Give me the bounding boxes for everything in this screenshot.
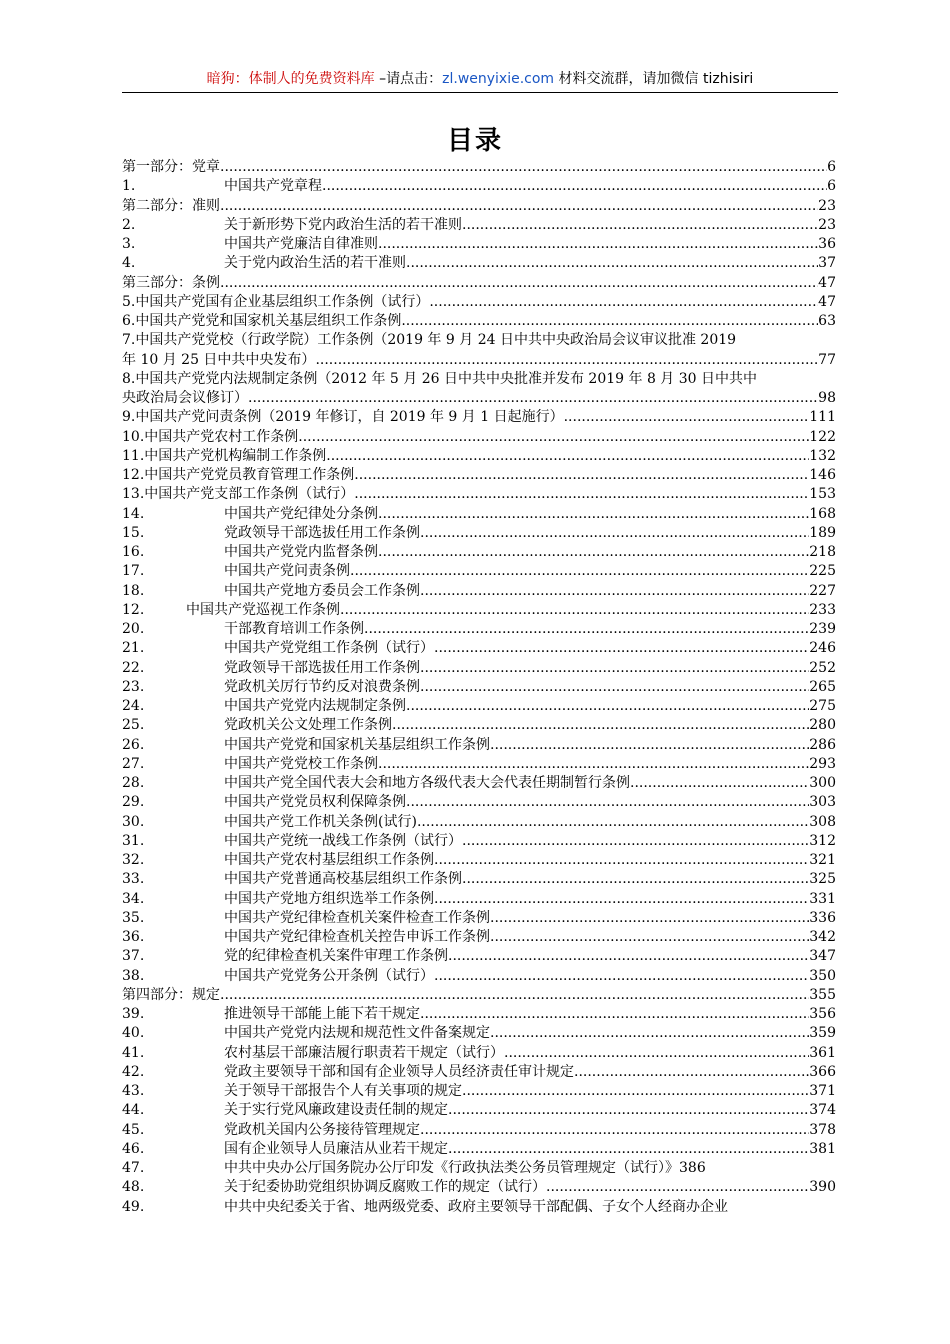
toc-entry-number: 39. bbox=[122, 1006, 145, 1022]
toc-entry-number: 25. bbox=[122, 717, 145, 734]
toc-entry-title: 中国共产党统一战线工作条例（试行） bbox=[224, 832, 462, 849]
toc-leader-dots bbox=[420, 678, 809, 697]
toc-page-number: 371 bbox=[809, 1083, 836, 1099]
toc-entry[interactable] bbox=[122, 813, 836, 832]
toc-entry-title: 中国共产党地方委员会工作条例 bbox=[224, 582, 420, 599]
toc-leader-dots bbox=[406, 697, 809, 716]
toc-entry-number: 3. bbox=[122, 236, 136, 252]
toc-page-number: 280 bbox=[809, 717, 836, 734]
toc-leader-dots bbox=[378, 505, 809, 524]
toc-entry[interactable] bbox=[122, 947, 836, 966]
toc-entry-title: 关于党内政治生活的若干准则 bbox=[224, 255, 406, 272]
toc-entry-title: 中共中央办公厅国务院办公厅印发《行政执法类公务员管理规定（试行）》 bbox=[224, 1160, 679, 1176]
toc-entry[interactable] bbox=[122, 1121, 836, 1140]
toc-leader-dots bbox=[420, 582, 809, 601]
toc-leader-dots bbox=[429, 293, 818, 312]
toc-page-number: 265 bbox=[809, 678, 836, 695]
toc-entry-number: 28. bbox=[122, 775, 145, 791]
toc-leader-dots bbox=[364, 620, 809, 639]
toc-entry-title: 农村基层干部廉洁履行职责若干规定（试行） bbox=[224, 1044, 504, 1061]
toc-entry[interactable] bbox=[122, 678, 836, 697]
toc-entry-title: 中国共产党机构编制工作条例 bbox=[144, 447, 327, 464]
toc-entry-number: 43. bbox=[122, 1083, 145, 1099]
toc-leader-dots bbox=[574, 1063, 809, 1082]
toc-entry-title: 党政机关国内公务接待管理规定 bbox=[224, 1121, 420, 1138]
toc-entry-number: 9. bbox=[122, 409, 136, 426]
toc-entry-number: 24. bbox=[122, 698, 145, 714]
toc-page-number: 23 bbox=[818, 216, 836, 233]
toc-page-number: 218 bbox=[809, 544, 836, 560]
toc-leader-dots bbox=[220, 986, 809, 1005]
toc-leader-dots bbox=[354, 466, 809, 485]
toc-page-number: 47 bbox=[818, 274, 836, 291]
toc-section-heading[interactable] bbox=[122, 158, 836, 177]
toc-page-number: 381 bbox=[809, 1140, 836, 1157]
toc-page-number: 47 bbox=[818, 293, 836, 310]
toc-entry-title: 中国共产党章程 bbox=[224, 178, 322, 195]
toc-page-number: 153 bbox=[809, 486, 836, 503]
toc-page-number: 342 bbox=[809, 929, 836, 945]
toc-entry[interactable] bbox=[122, 755, 836, 774]
toc-leader-dots bbox=[546, 1178, 809, 1197]
toc-entry[interactable] bbox=[122, 216, 836, 235]
toc-entry[interactable] bbox=[122, 293, 836, 312]
toc-page-number: 366 bbox=[809, 1063, 836, 1080]
toc-entry-number: 21. bbox=[122, 640, 145, 657]
toc-page-number: 36 bbox=[818, 236, 836, 252]
toc-entry-title: 关于新形势下党内政治生活的若干准则 bbox=[224, 216, 462, 233]
toc-page-number: 111 bbox=[809, 409, 836, 426]
toc-entry-number: 45. bbox=[122, 1121, 145, 1138]
toc-entry-title: 中国共产党党内法规制定条例（2012 年 5 月 26 日中共中央批准并发布 2019 年 8 月 30 日中共中 bbox=[135, 370, 758, 387]
toc-leader-dots bbox=[490, 928, 809, 947]
toc-entry-title: 国有企业领导人员廉洁从业若干规定 bbox=[224, 1140, 448, 1157]
toc-leader-dots bbox=[448, 1101, 809, 1120]
toc-entry-number: 10. bbox=[122, 428, 145, 445]
toc-entry-title: 关于领导干部报告个人有关事项的规定 bbox=[224, 1083, 462, 1099]
toc-leader-dots bbox=[434, 890, 809, 909]
toc-page-number: 325 bbox=[809, 871, 836, 888]
toc-leader-dots bbox=[401, 312, 818, 331]
toc-entry-number: 20. bbox=[122, 621, 145, 637]
toc-entry-title: 中国共产党问责条例（2019 年修订，自 2019 年 9 月 1 日起施行） bbox=[135, 409, 564, 426]
toc-entry[interactable] bbox=[122, 562, 836, 581]
toc-entry-title: 中国共产党党内法规和规范性文件备案规定 bbox=[224, 1025, 490, 1042]
toc-entry-title: 中国共产党党务公开条例（试行） bbox=[224, 967, 434, 984]
toc-leader-dots bbox=[420, 524, 809, 543]
toc-leader-dots bbox=[462, 1082, 809, 1101]
toc-page-number: 331 bbox=[809, 890, 836, 907]
toc-leader-dots bbox=[326, 447, 809, 466]
toc-entry-number: 47. bbox=[122, 1160, 145, 1176]
toc-entry[interactable] bbox=[122, 601, 836, 620]
toc-section-heading[interactable] bbox=[122, 274, 836, 293]
toc-page-number: 132 bbox=[809, 447, 836, 464]
toc-entry-number: 27. bbox=[122, 755, 145, 772]
toc-entry[interactable] bbox=[122, 774, 836, 793]
table-of-contents bbox=[122, 158, 836, 1217]
toc-page-number: 37 bbox=[818, 255, 836, 272]
toc-entry-title: 中共中央纪委关于省、地两级党委、政府主要领导干部配偶、子女个人经商办企业 bbox=[224, 1198, 728, 1215]
toc-entry-number: 49. bbox=[122, 1198, 145, 1215]
toc-entry-number: 31. bbox=[122, 832, 145, 849]
toc-entry-number: 41. bbox=[122, 1044, 145, 1061]
toc-entry-number: 15. bbox=[122, 524, 145, 541]
toc-page-number: 293 bbox=[809, 755, 836, 772]
toc-leader-dots bbox=[434, 639, 809, 658]
toc-entry-title: 干部教育培训工作条例 bbox=[224, 621, 364, 637]
toc-entry-number: 18. bbox=[122, 582, 145, 599]
toc-leader-dots bbox=[340, 601, 809, 620]
toc-entry-title: 中国共产党农村工作条例 bbox=[144, 428, 299, 445]
toc-leader-dots bbox=[406, 793, 809, 812]
toc-page-number: 336 bbox=[809, 909, 836, 926]
toc-entry-number: 36. bbox=[122, 929, 145, 945]
toc-entry-title: 中国共产党党员权利保障条例 bbox=[224, 794, 406, 811]
toc-entry[interactable] bbox=[122, 1005, 836, 1024]
toc-entry-number: 34. bbox=[122, 890, 145, 907]
toc-entry-number: 46. bbox=[122, 1140, 145, 1157]
toc-leader-dots bbox=[378, 543, 809, 562]
toc-entry-number: 35. bbox=[122, 909, 145, 926]
header-link[interactable]: zl.wenyixie.com bbox=[442, 71, 555, 87]
toc-page-number: 308 bbox=[809, 813, 836, 830]
toc-entry[interactable] bbox=[122, 235, 836, 254]
toc-entry[interactable] bbox=[122, 447, 836, 466]
toc-entry[interactable] bbox=[122, 736, 836, 755]
toc-page-number: 303 bbox=[809, 794, 836, 811]
toc-leader-dots bbox=[354, 485, 809, 504]
toc-page-number: 361 bbox=[809, 1044, 836, 1061]
toc-entry-number: 4. bbox=[122, 255, 136, 272]
toc-leader-dots bbox=[378, 235, 818, 254]
toc-entry[interactable] bbox=[122, 254, 836, 273]
toc-entry-title: 第四部分：规定 bbox=[122, 986, 220, 1003]
toc-entry-number: 11. bbox=[122, 447, 145, 464]
toc-leader-dots bbox=[315, 351, 818, 370]
toc-entry-number: 37. bbox=[122, 948, 145, 965]
toc-leader-dots bbox=[448, 947, 809, 966]
toc-entry[interactable] bbox=[122, 331, 836, 350]
toc-entry-number: 42. bbox=[122, 1063, 145, 1080]
toc-entry-number: 33. bbox=[122, 871, 145, 888]
toc-section-heading[interactable] bbox=[122, 986, 836, 1005]
toc-page-number: 168 bbox=[809, 505, 836, 522]
toc-entry[interactable] bbox=[122, 870, 836, 889]
toc-entry[interactable] bbox=[122, 1044, 836, 1063]
toc-entry-title-cont: 年 10 月 25 日中共中央发布） bbox=[122, 351, 316, 368]
toc-entry[interactable] bbox=[122, 1101, 836, 1120]
toc-entry[interactable] bbox=[122, 1082, 836, 1101]
toc-leader-dots bbox=[448, 1140, 809, 1159]
toc-leader-dots bbox=[490, 1024, 809, 1043]
toc-entry-title: 中国共产党普通高校基层组织工作条例 bbox=[224, 871, 462, 888]
toc-entry[interactable] bbox=[122, 485, 836, 504]
toc-entry-title: 第三部分：条例 bbox=[122, 274, 220, 291]
toc-entry-continuation[interactable] bbox=[122, 389, 836, 408]
toc-entry-title: 中国共产党纪律处分条例 bbox=[224, 505, 378, 522]
toc-entry[interactable] bbox=[122, 928, 836, 947]
toc-entry[interactable] bbox=[122, 1140, 836, 1159]
toc-entry-title: 中国共产党党组工作条例（试行） bbox=[224, 640, 434, 657]
toc-page-number: 350 bbox=[809, 967, 836, 984]
toc-entry-title: 党政机关厉行节约反对浪费条例 bbox=[224, 678, 420, 695]
toc-entry-title: 党政主要领导干部和国有企业领导人员经济责任审计规定 bbox=[224, 1063, 574, 1080]
toc-entry[interactable] bbox=[122, 466, 836, 485]
toc-page-number: 390 bbox=[809, 1179, 836, 1196]
toc-entry[interactable] bbox=[122, 716, 836, 735]
toc-leader-dots bbox=[322, 177, 827, 196]
toc-entry[interactable] bbox=[122, 697, 836, 716]
toc-entry[interactable] bbox=[122, 659, 836, 678]
toc-entry-title: 中国共产党纪律检查机关控告申诉工作条例 bbox=[224, 929, 490, 945]
toc-entry-number: 40. bbox=[122, 1025, 145, 1042]
toc-leader-dots bbox=[564, 408, 810, 427]
toc-leader-dots bbox=[378, 755, 809, 774]
toc-leader-dots bbox=[417, 813, 809, 832]
toc-entry[interactable] bbox=[122, 312, 836, 331]
toc-entry[interactable] bbox=[122, 620, 836, 639]
toc-entry-number: 12. bbox=[122, 467, 145, 483]
toc-leader-dots bbox=[220, 197, 818, 216]
toc-leader-dots bbox=[490, 909, 809, 928]
toc-page-number: 246 bbox=[809, 640, 836, 657]
toc-entry[interactable] bbox=[122, 832, 836, 851]
toc-leader-dots bbox=[630, 774, 809, 793]
toc-page-number: 286 bbox=[809, 736, 836, 753]
toc-leader-dots bbox=[420, 1121, 809, 1140]
toc-entry-title: 党的纪律检查机关案件审理工作条例 bbox=[224, 948, 448, 965]
toc-entry-title: 中国共产党国有企业基层组织工作条例（试行） bbox=[135, 293, 430, 310]
toc-entry-number: 6. bbox=[122, 313, 136, 329]
toc-entry-number: 16. bbox=[122, 544, 145, 560]
toc-entry[interactable] bbox=[122, 1178, 836, 1197]
toc-entry-title: 中国共产党党校（行政学院）工作条例（2019 年 9 月 24 日中共中央政治局会议审议批准 2019 bbox=[135, 332, 737, 349]
toc-entry[interactable] bbox=[122, 505, 836, 524]
toc-entry-title: 中国共产党党校工作条例 bbox=[224, 755, 378, 772]
toc-entry[interactable] bbox=[122, 1024, 836, 1043]
toc-entry-title: 关于实行党风廉政建设责任制的规定 bbox=[224, 1102, 448, 1119]
toc-leader-dots bbox=[420, 659, 809, 678]
toc-entry[interactable] bbox=[122, 909, 836, 928]
toc-entry[interactable] bbox=[122, 370, 836, 389]
toc-entry[interactable] bbox=[122, 543, 836, 562]
toc-page-number: 227 bbox=[809, 582, 836, 599]
toc-entry[interactable] bbox=[122, 428, 836, 447]
toc-page-number: 275 bbox=[809, 698, 836, 714]
toc-page-number: 225 bbox=[809, 563, 836, 580]
toc-page-number: 359 bbox=[809, 1025, 836, 1042]
toc-entry[interactable] bbox=[122, 582, 836, 601]
toc-entry-number: 8. bbox=[122, 370, 136, 387]
toc-entry[interactable] bbox=[122, 1159, 836, 1178]
header-wechat-note: 材料交流群，请加微信 tizhisiri bbox=[554, 71, 754, 87]
toc-entry-title: 党政领导干部选拔任用工作条例 bbox=[224, 524, 420, 541]
toc-leader-dots bbox=[406, 254, 818, 273]
toc-entry-number: 12. bbox=[122, 601, 145, 618]
toc-leader-dots bbox=[248, 389, 818, 408]
toc-page-number: 312 bbox=[809, 832, 836, 849]
toc-page-number: 233 bbox=[809, 601, 836, 618]
toc-entry[interactable] bbox=[122, 524, 836, 543]
toc-entry-title: 中国共产党地方组织选举工作条例 bbox=[224, 890, 434, 907]
toc-leader-dots bbox=[434, 851, 809, 870]
toc-entry-title: 中国共产党党和国家机关基层组织工作条例 bbox=[135, 313, 402, 329]
toc-section-heading[interactable] bbox=[122, 197, 836, 216]
toc-page-number: 374 bbox=[809, 1102, 836, 1119]
toc-entry-number: 5. bbox=[122, 293, 136, 310]
header-prompt: –请点击： bbox=[374, 71, 443, 87]
toc-entry-number: 44. bbox=[122, 1102, 145, 1119]
toc-entry[interactable] bbox=[122, 793, 836, 812]
toc-entry[interactable] bbox=[122, 177, 836, 196]
toc-page-number: 63 bbox=[818, 313, 836, 329]
toc-entry-number: 29. bbox=[122, 794, 145, 811]
toc-entry[interactable] bbox=[122, 1198, 836, 1217]
toc-entry-title: 关于纪委协助党组织协调反腐败工作的规定（试行） bbox=[224, 1179, 546, 1196]
toc-entry[interactable] bbox=[122, 408, 836, 427]
toc-entry-number: 32. bbox=[122, 852, 145, 868]
toc-leader-dots bbox=[220, 274, 818, 293]
toc-entry-number: 30. bbox=[122, 813, 145, 830]
toc-page-number: 239 bbox=[809, 621, 836, 637]
toc-entry[interactable] bbox=[122, 851, 836, 870]
toc-entry-title: 中国共产党农村基层组织工作条例 bbox=[224, 852, 434, 868]
toc-entry-number: 23. bbox=[122, 678, 145, 695]
toc-entry-title: 中国共产党问责条例 bbox=[224, 563, 350, 580]
toc-page-number: 122 bbox=[809, 428, 836, 445]
toc-entry-continuation[interactable] bbox=[122, 351, 836, 370]
toc-page-number: 252 bbox=[809, 659, 836, 676]
page-header bbox=[122, 66, 838, 93]
page-title: 目录 bbox=[446, 126, 503, 156]
toc-entry-title: 中国共产党全国代表大会和地方各级代表大会代表任期制暂行条例 bbox=[224, 775, 630, 791]
toc-entry-number: 22. bbox=[122, 659, 145, 676]
toc-leader-dots bbox=[350, 562, 809, 581]
toc-entry[interactable] bbox=[122, 1063, 836, 1082]
toc-entry-number: 17. bbox=[122, 563, 145, 580]
header-site-name[interactable]: 暗狗：体制人的免费资料库 bbox=[206, 71, 375, 87]
toc-entry-title: 中国共产党廉洁自律准则 bbox=[224, 236, 378, 252]
toc-entry-title: 中国共产党党内监督条例 bbox=[224, 544, 378, 560]
toc-entry-title: 中国共产党纪律检查机关案件检查工作条例 bbox=[224, 909, 490, 926]
toc-entry-title: 党政领导干部选拔任用工作条例 bbox=[224, 659, 420, 676]
toc-entry-title: 党政机关公文处理工作条例 bbox=[224, 717, 392, 734]
toc-page-number: 356 bbox=[809, 1006, 836, 1022]
toc-entry-title: 第一部分：党章 bbox=[122, 159, 220, 175]
toc-entry[interactable] bbox=[122, 967, 836, 986]
toc-entry[interactable] bbox=[122, 890, 836, 909]
toc-entry-title: 中国共产党党员教育管理工作条例 bbox=[144, 467, 355, 483]
toc-page-number: 146 bbox=[809, 467, 836, 483]
toc-page-number: 355 bbox=[809, 986, 836, 1003]
toc-page-number: 23 bbox=[818, 197, 836, 214]
toc-page-number: 98 bbox=[818, 390, 836, 406]
toc-entry-number: 7. bbox=[122, 332, 136, 349]
toc-page-number: 189 bbox=[809, 524, 836, 541]
toc-entry-number: 38. bbox=[122, 967, 145, 984]
toc-entry-title: 中国共产党支部工作条例（试行） bbox=[144, 486, 355, 503]
toc-entry-number: 14. bbox=[122, 505, 145, 522]
toc-page-number: 300 bbox=[809, 775, 836, 791]
toc-entry-number: 13. bbox=[122, 486, 145, 503]
toc-entry-title: 推进领导干部能上能下若干规定 bbox=[224, 1006, 420, 1022]
toc-entry-title: 中国共产党党内法规制定条例 bbox=[224, 698, 406, 714]
toc-leader-dots bbox=[462, 832, 809, 851]
toc-page-number: 6 bbox=[827, 178, 836, 195]
toc-page-number: 378 bbox=[809, 1121, 836, 1138]
toc-entry-number: 2. bbox=[122, 216, 136, 233]
toc-leader-dots bbox=[462, 870, 809, 889]
toc-entry-number: 26. bbox=[122, 736, 145, 753]
toc-entry-number: 1. bbox=[122, 178, 136, 195]
toc-leader-dots bbox=[220, 158, 827, 177]
toc-page-number: 77 bbox=[818, 351, 836, 368]
toc-leader-dots bbox=[490, 736, 809, 755]
toc-page-number: 6 bbox=[827, 159, 836, 175]
toc-entry-title-cont: 央政治局会议修订） bbox=[122, 390, 248, 406]
toc-page-number: 386 bbox=[679, 1160, 706, 1176]
toc-entry-title: 中国共产党工作机关条例(试行) bbox=[224, 813, 417, 830]
toc-leader-dots bbox=[434, 967, 809, 986]
toc-leader-dots bbox=[462, 216, 818, 235]
toc-page-number: 347 bbox=[809, 948, 836, 965]
toc-leader-dots bbox=[504, 1044, 809, 1063]
toc-leader-dots bbox=[420, 1005, 809, 1024]
toc-entry-number: 48. bbox=[122, 1179, 145, 1196]
toc-page-number: 321 bbox=[809, 852, 836, 868]
toc-entry-title: 中国共产党巡视工作条例 bbox=[186, 601, 340, 618]
toc-entry[interactable] bbox=[122, 639, 836, 658]
toc-leader-dots bbox=[298, 428, 809, 447]
toc-leader-dots bbox=[392, 716, 809, 735]
toc-entry-title: 第二部分：准则 bbox=[122, 197, 220, 214]
toc-entry-title: 中国共产党党和国家机关基层组织工作条例 bbox=[224, 736, 490, 753]
